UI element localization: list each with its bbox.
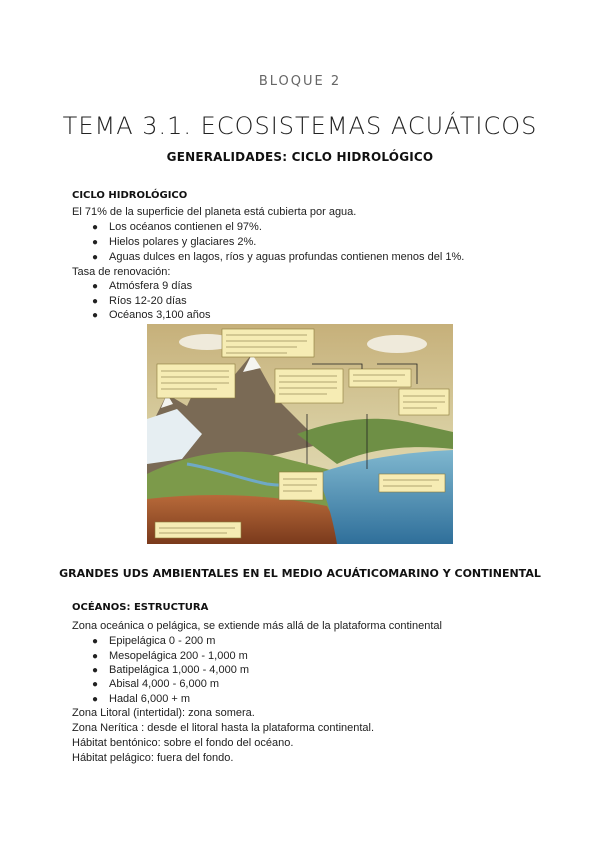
page-title: TEMA 3.1. ECOSISTEMAS ACUÁTICOS	[62, 112, 538, 140]
list-item: ● Los océanos contienen el 97%.	[92, 221, 262, 233]
renewal-label: Tasa de renovación:	[72, 266, 171, 278]
list-item: ● Atmósfera 9 días	[92, 280, 193, 292]
oceanos-intro: Zona oceánica o pelágica, se extiende más allá de la plataforma continental	[72, 620, 442, 632]
list-item: ● Abisal 4,000 - 6,000 m	[92, 678, 220, 690]
list-item: ● Océanos 3,100 años	[92, 309, 211, 321]
oceanos-heading: OCÉANOS: ESTRUCTURA	[72, 602, 209, 613]
block-label: BLOQUE 2	[258, 74, 342, 89]
pelagico-line: Hábitat pelágico: fuera del fondo.	[72, 752, 234, 764]
list-item: ● Hadal 6,000 + m	[92, 693, 191, 705]
ciclo-intro: El 71% de la superficie del planeta está cubierta por agua.	[72, 206, 357, 218]
ciclo-heading: CICLO HIDROLÓGICO	[72, 190, 188, 201]
water-cycle-illustration	[147, 324, 453, 544]
neritica-line: Zona Nerítica : desde el litoral hasta la plataforma continental.	[72, 722, 375, 734]
section-subtitle: GENERALIDADES: CICLO HIDROLÓGICO	[166, 150, 434, 164]
list-item: ● Ríos 12-20 días	[92, 295, 187, 307]
list-item: ● Aguas dulces en lagos, ríos y aguas profundas contienen menos del 1%.	[92, 251, 465, 263]
litoral-line: Zona Litoral (intertidal): zona somera.	[72, 707, 255, 719]
list-item: ● Mesopelágica 200 - 1,000 m	[92, 650, 248, 662]
list-item: ● Hielos polares y glaciares 2%.	[92, 236, 257, 248]
section-title-grandes: GRANDES UDS AMBIENTALES EN EL MEDIO ACUÁTICOMARINO Y CONTINENTAL	[59, 567, 541, 580]
bentonico-line: Hábitat bentónico: sobre el fondo del océano.	[72, 737, 294, 749]
list-item: ● Epipelágica 0 - 200 m	[92, 635, 216, 647]
list-item: ● Batipelágica 1,000 - 4,000 m	[92, 664, 250, 676]
